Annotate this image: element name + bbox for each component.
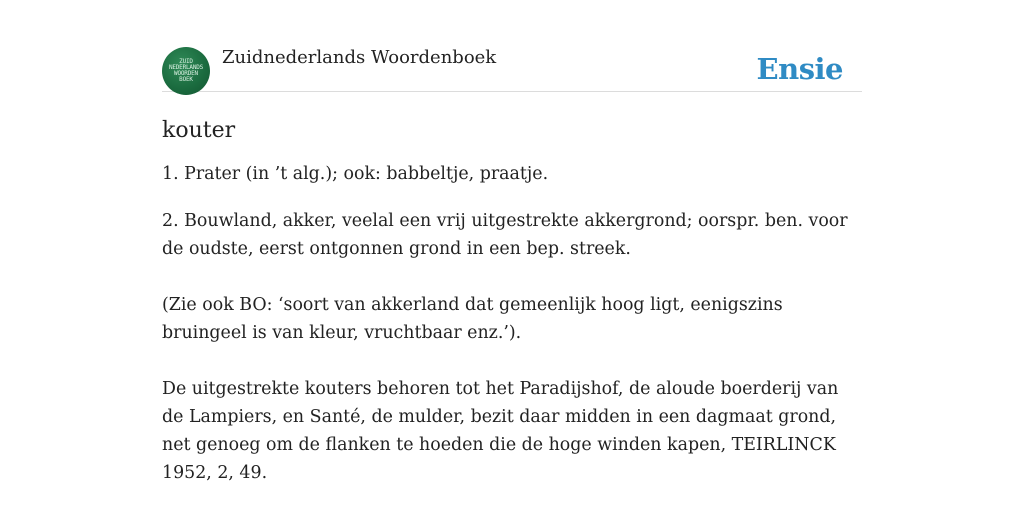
ensie-brand-link[interactable]: Ensie (756, 52, 843, 86)
logo-line-3: WOORDEN (174, 70, 198, 77)
citation-paragraph: De uitgestrekte kouters behoren tot het Paradijshof, de aloude boerderij van de Lampiers, en Santé, de mulder, bezit daar midden in een dagmaat grond, net genoeg om de flanken te hoeden die de hoge winden kapen, TEIRLINCK 1952, 2, 49. (162, 379, 839, 483)
headword: kouter (162, 118, 236, 143)
dictionary-logo[interactable] (162, 47, 210, 95)
page-container (162, 40, 862, 487)
header (162, 40, 862, 92)
definition-paragraph: (Zie ook BO: ‘soort van akkerland dat gemeenlijk hoog ligt, eenigszins bruingeel is van kleur, vruchtbaar enz.’). (162, 295, 783, 343)
definition-paragraph: 2. Bouwland, akker, veelal een vrij uitgestrekte akkergrond; oorspr. ben. voor de oudste, eerst ontgonnen grond in een bep. streek. (162, 211, 848, 259)
logo-line-2: NEDERLANDS (168, 64, 204, 71)
definition-paragraph: 1. Prater (in ’t alg.); ook: babbeltje, praatje. (162, 164, 549, 184)
definition (162, 160, 862, 487)
dictionary-title-link[interactable]: Zuidnederlands Woordenboek (222, 47, 497, 68)
logo-line-1: ZUID (179, 58, 193, 65)
logo-line-4: BOEK (179, 76, 193, 83)
